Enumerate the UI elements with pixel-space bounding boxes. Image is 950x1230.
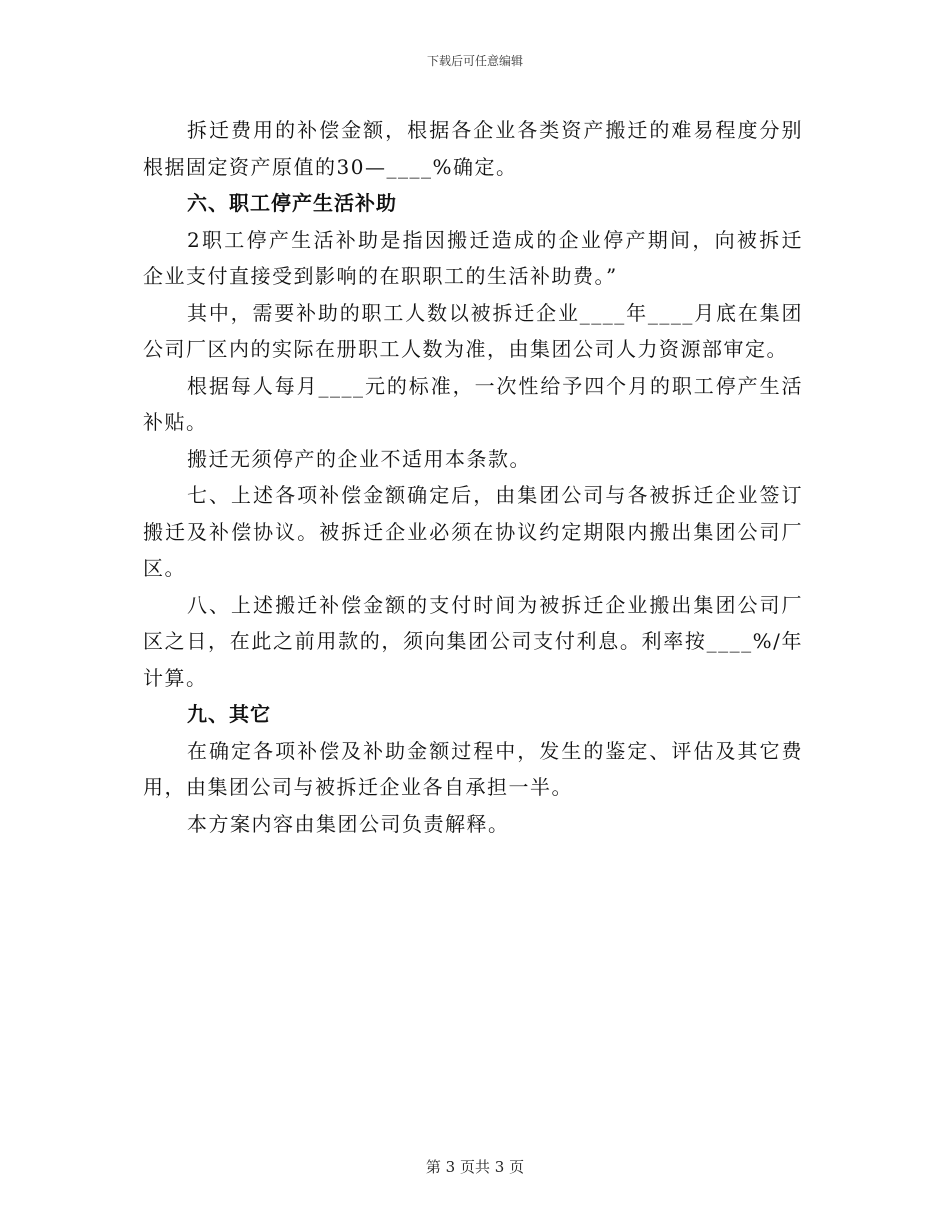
paragraph-subsidy-standard: 根据每人每月____元的标准，一次性给予四个月的职工停产生活补贴。 xyxy=(143,373,803,434)
paragraph-section-seven: 七、上述各项补偿金额确定后，由集团公司与各被拆迁企业签订搬迁及补偿协议。被拆迁企业必须在协议约定期限内搬出集团公司厂区。 xyxy=(143,483,803,580)
section-heading-six: 六、职工停产生活补助 xyxy=(187,191,397,215)
section-heading-nine: 九、其它 xyxy=(187,702,271,726)
paragraph-relocation-cost: 拆迁费用的补偿金额，根据各企业各类资产搬迁的难易程度分别根据固定资产原值的30—____%确定。 xyxy=(143,118,803,179)
paragraph-subsidy-definition: 2职工停产生活补助是指因搬迁造成的企业停产期间，向被拆迁企业支付直接受到影响的在职职工的生活补助费。” xyxy=(143,227,803,288)
paragraph-staff-count: 其中，需要补助的职工人数以被拆迁企业____年____月底在集团公司厂区内的实际在册职工人数为准，由集团公司人力资源部审定。 xyxy=(143,300,803,361)
page-footer: 第 3 页共 3 页 xyxy=(425,1158,525,1176)
paragraph-section-eight: 八、上述搬迁补偿金额的支付时间为被拆迁企业搬出集团公司厂区之日，在此之前用款的，须向集团公司支付利息。利率按____%/年计算。 xyxy=(143,592,803,690)
paragraph-not-applicable: 搬迁无须停产的企业不适用本条款。 xyxy=(187,446,531,471)
paragraph-interpretation: 本方案内容由集团公司负责解释。 xyxy=(187,811,510,836)
page-header: 下载后可任意编辑 xyxy=(426,54,523,68)
paragraph-fees: 在确定各项补偿及补助金额过程中，发生的鉴定、评估及其它费用，由集团公司与被拆迁企业各自承担一半。 xyxy=(143,738,803,799)
document-body xyxy=(143,112,803,842)
